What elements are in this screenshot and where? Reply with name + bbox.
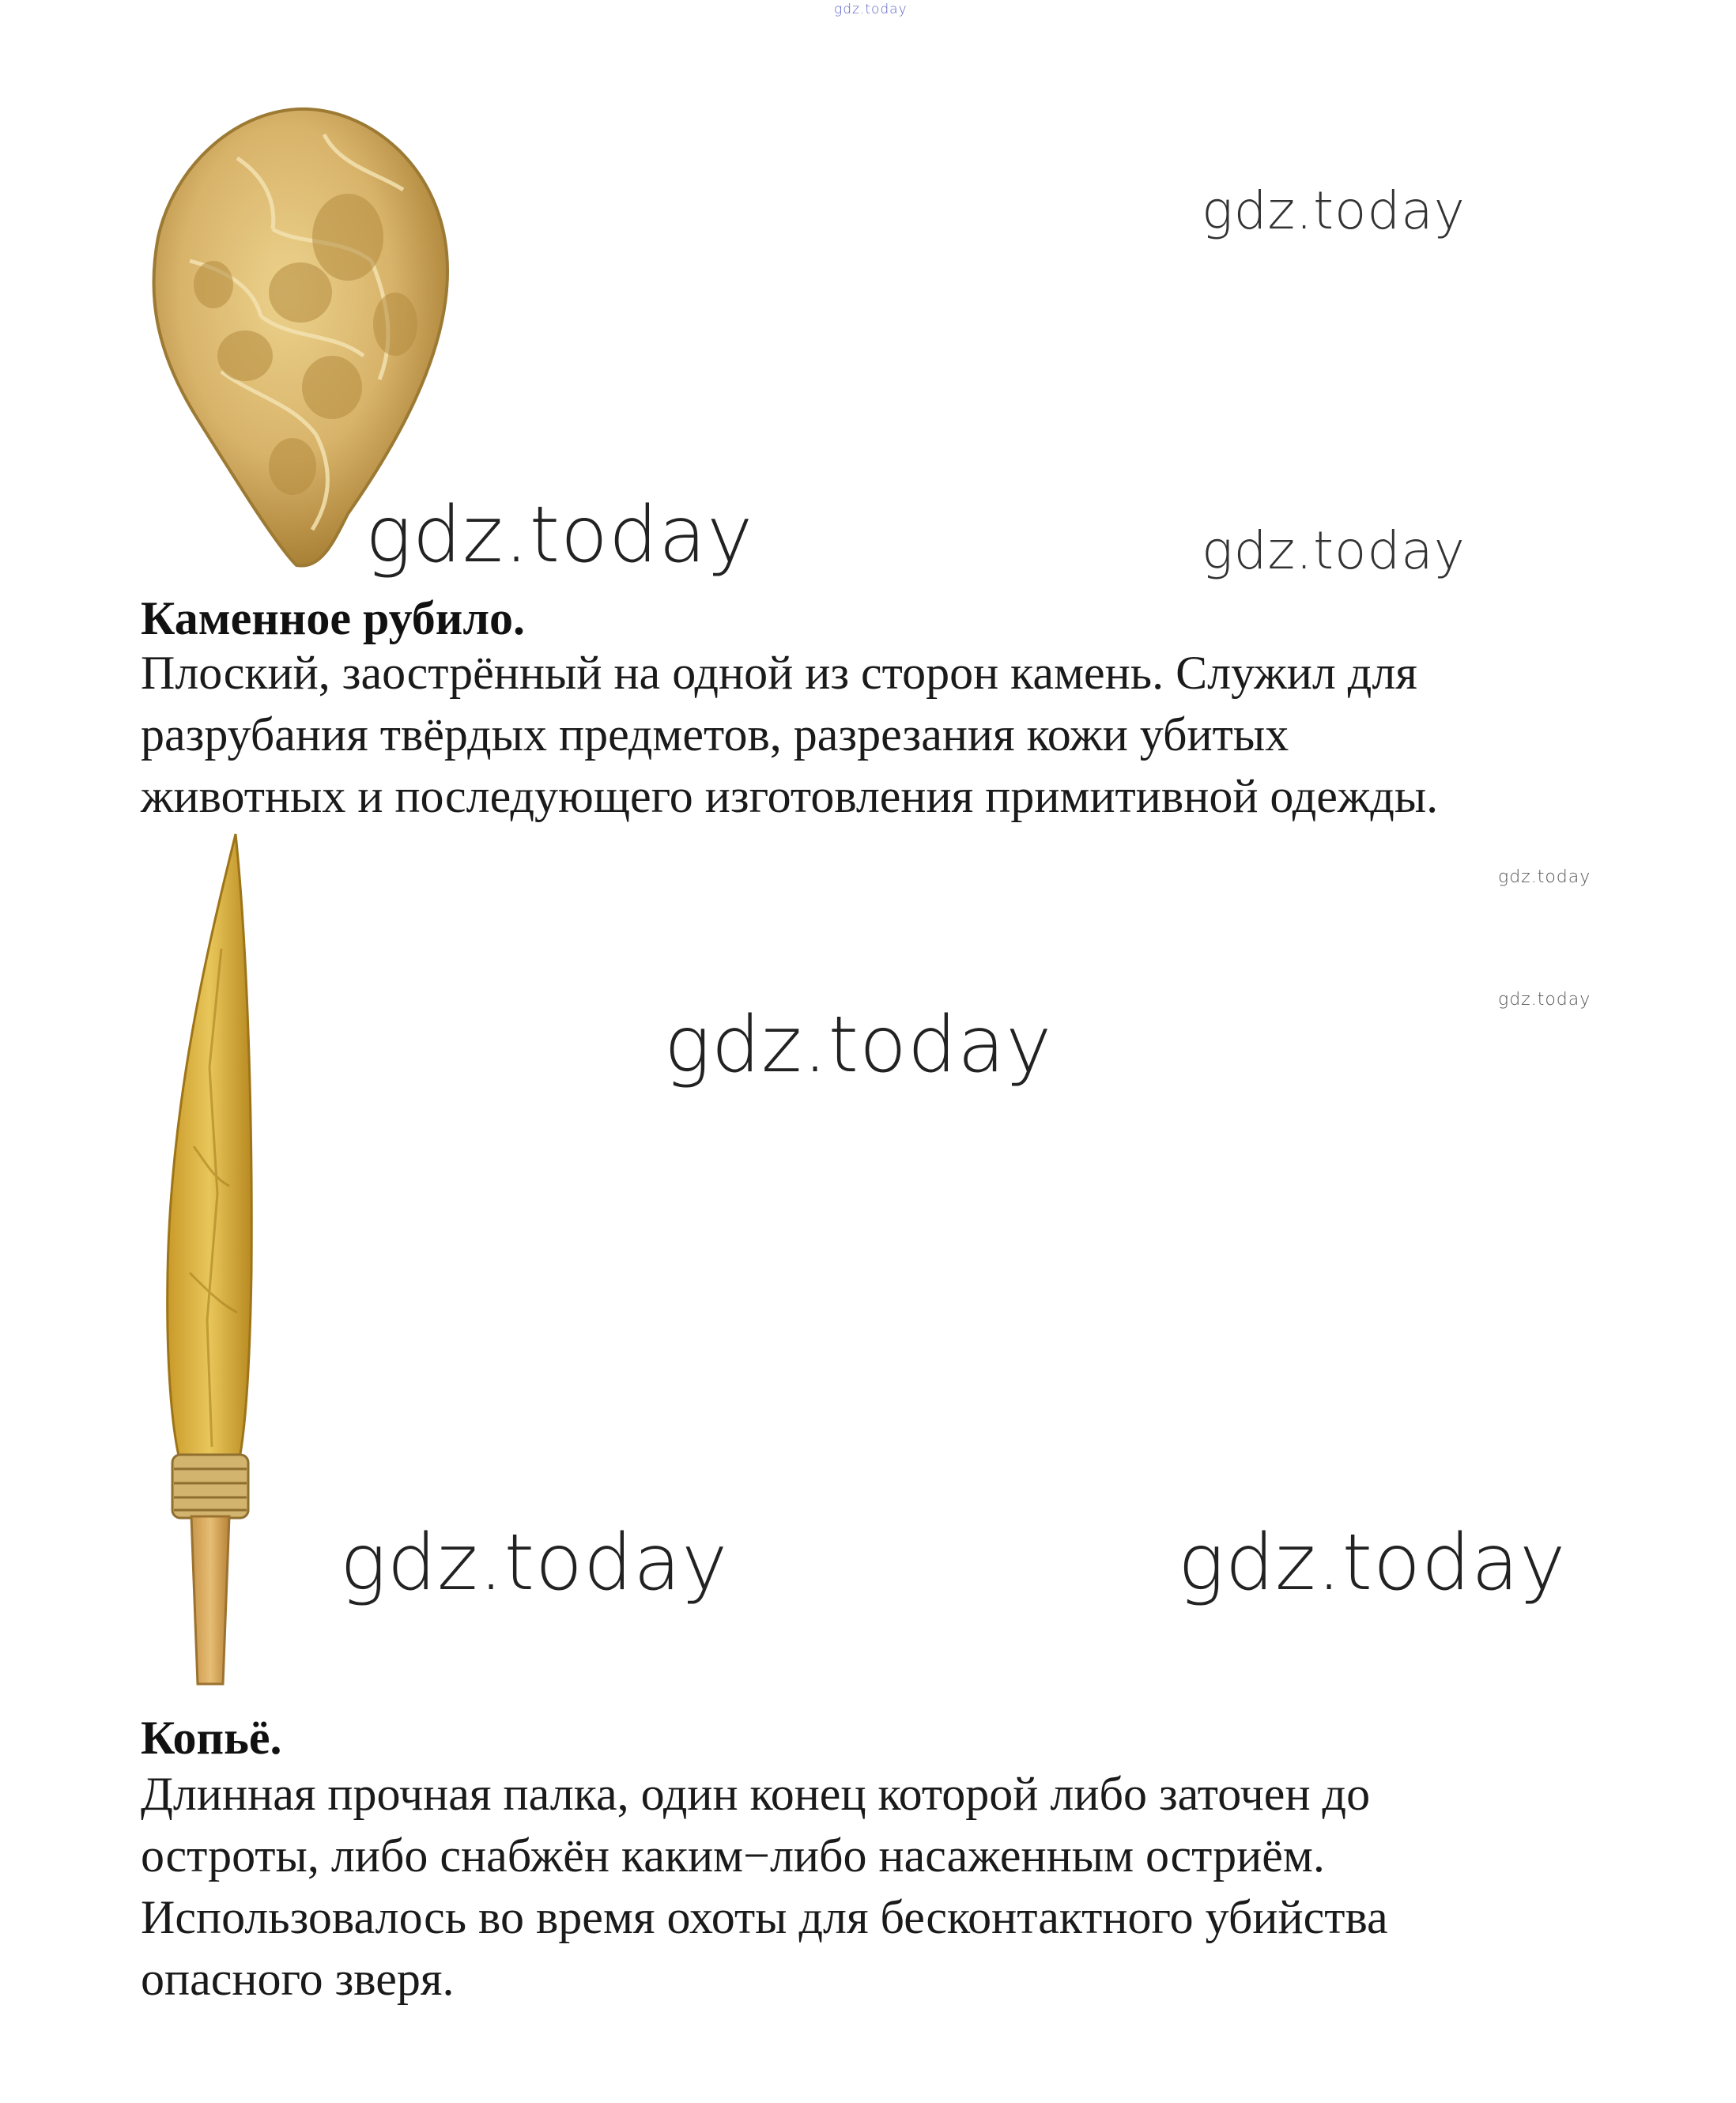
text-line: разрубания твёрдых предметов, разрезания кожи убитых [141,708,1289,761]
watermark: gdz.today [664,1000,1053,1090]
spear-icon [134,830,292,1692]
text-line: остроты, либо снабжён каким−либо насаженным остриём. [141,1829,1325,1882]
watermark: gdz.today [365,490,754,580]
watermark: gdz.today [1498,867,1591,887]
text-line: Использовалось во время охоты для бесконтактного убийства [141,1891,1388,1943]
paragraph-hand-axe [141,642,1682,827]
stone-hand-axe-icon [142,103,459,577]
watermark: gdz.today [1202,180,1466,241]
watermark: gdz.today [1498,990,1591,1010]
watermark: gdz.today [1202,520,1466,581]
paragraph-spear [141,1763,1682,2010]
heading-hand-axe: Каменное рубило. [141,592,526,644]
text-line: опасного зверя. [141,1953,455,2005]
watermark: gdz.today [1178,1518,1567,1608]
watermark-top: gdz.today [834,2,908,17]
text-line: животных и последующего изготовления примитивной одежды. [141,770,1439,822]
watermark: gdz.today [340,1518,729,1608]
text-line: Плоский, заострённый на одной из сторон камень. Служил для [141,647,1417,699]
heading-spear: Копьё. [141,1712,282,1764]
text-line: Длинная прочная палка, один конец которой либо заточен до [141,1768,1371,1820]
